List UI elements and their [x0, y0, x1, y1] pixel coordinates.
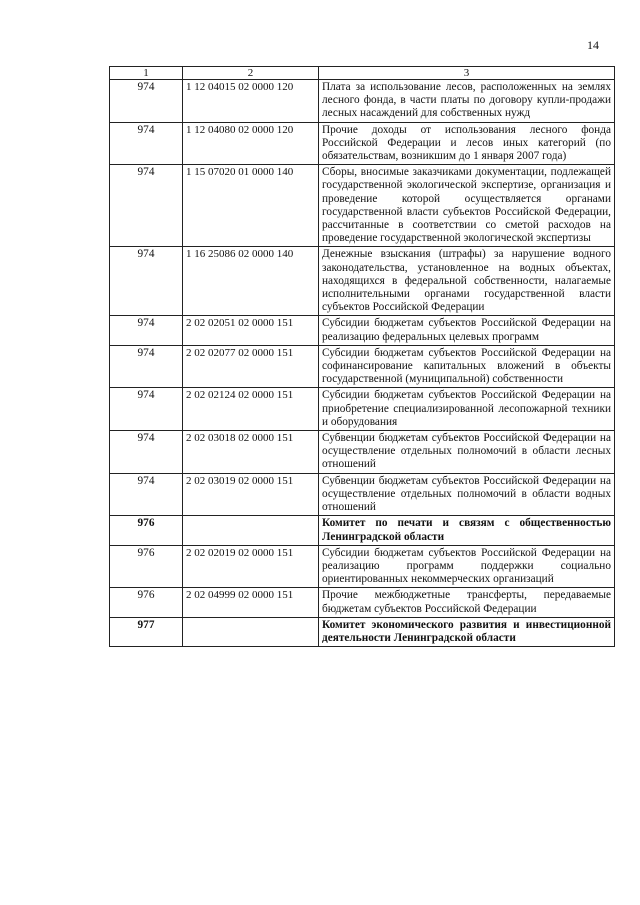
- budget-code-cell: 2 02 02019 02 0000 151: [183, 545, 319, 588]
- revenue-name-cell: Субсидии бюджетам субъектов Российской Федерации на реализацию федеральных целевых программ: [319, 316, 615, 345]
- budget-code-cell: 2 02 02077 02 0000 151: [183, 345, 319, 388]
- admin-code-cell: 974: [110, 80, 183, 123]
- admin-code-cell: 974: [110, 165, 183, 247]
- table-section-row: [110, 617, 615, 646]
- table-row: [110, 431, 615, 474]
- budget-code-cell: [183, 617, 319, 646]
- table-row: [110, 247, 615, 316]
- budget-code-cell: 2 02 03018 02 0000 151: [183, 431, 319, 474]
- revenue-name-cell: Прочие доходы от использования лесного фонда Российской Федерации и лесов иных категорий (по обязательствам, возникшим до 1 января 2007 года): [319, 122, 615, 165]
- admin-code-cell: 976: [110, 516, 183, 545]
- revenue-name-cell: Субвенции бюджетам субъектов Российской Федерации на осуществление отдельных полномочий в области водных отношений: [319, 473, 615, 516]
- budget-code-cell: 2 02 02051 02 0000 151: [183, 316, 319, 345]
- table-row: [110, 345, 615, 388]
- table-row: [110, 122, 615, 165]
- budget-code-cell: 2 02 02124 02 0000 151: [183, 388, 319, 431]
- revenue-name-cell: Плата за использование лесов, расположенных на землях лесного фонда, в части платы по договору купли-продажи лесных насаждений для собственных нужд: [319, 80, 615, 123]
- budget-code-cell: 1 15 07020 01 0000 140: [183, 165, 319, 247]
- revenue-name-cell: Субвенции бюджетам субъектов Российской Федерации на осуществление отдельных полномочий в области лесных отношений: [319, 431, 615, 474]
- revenue-name-cell: Сборы, вносимые заказчиками документации, подлежащей государственной экологической экспертизе, организация и проведение которой осуществляется органами государственной власти субъектов Российской Федерации, рассчитанные в соответствии со сметой расходов на проведение государственной экологической экспертизы: [319, 165, 615, 247]
- admin-code-cell: 974: [110, 431, 183, 474]
- page-number: 14: [587, 38, 599, 52]
- budget-code-cell: 1 12 04015 02 0000 120: [183, 80, 319, 123]
- table-row: [110, 316, 615, 345]
- column-number-row: [110, 67, 615, 80]
- table-row: [110, 388, 615, 431]
- table-row: [110, 80, 615, 123]
- table-row: [110, 165, 615, 247]
- admin-code-cell: 976: [110, 545, 183, 588]
- admin-code-cell: 974: [110, 345, 183, 388]
- revenue-name-cell: Субсидии бюджетам субъектов Российской Федерации на приобретение специализированной лесопожарной техники и оборудования: [319, 388, 615, 431]
- table-row: [110, 473, 615, 516]
- revenue-name-cell: Денежные взыскания (штрафы) за нарушение водного законодательства, установленное на водных объектах, находящихся в федеральной собственности, налагаемые исполнительными органами государственной власти субъектов Российской Федерации: [319, 247, 615, 316]
- table-row: [110, 588, 615, 617]
- budget-code-cell: 2 02 03019 02 0000 151: [183, 473, 319, 516]
- revenue-name-cell: Комитет экономического развития и инвестиционной деятельности Ленинградской области: [319, 617, 615, 646]
- budget-code-cell: 2 02 04999 02 0000 151: [183, 588, 319, 617]
- admin-code-cell: 974: [110, 388, 183, 431]
- revenue-name-cell: Прочие межбюджетные трансферты, передаваемые бюджетам субъектов Российской Федерации: [319, 588, 615, 617]
- budget-code-cell: 1 12 04080 02 0000 120: [183, 122, 319, 165]
- admin-code-cell: 974: [110, 247, 183, 316]
- budget-code-cell: 1 16 25086 02 0000 140: [183, 247, 319, 316]
- admin-code-cell: 976: [110, 588, 183, 617]
- admin-code-cell: 974: [110, 316, 183, 345]
- table-row: [110, 545, 615, 588]
- revenue-classification-table: [109, 66, 615, 647]
- column-number-1: 1: [110, 67, 183, 80]
- column-number-3: 3: [319, 67, 615, 80]
- revenue-name-cell: Субсидии бюджетам субъектов Российской Федерации на софинансирование капитальных вложений в объекты государственной (муниципальной) собственности: [319, 345, 615, 388]
- admin-code-cell: 977: [110, 617, 183, 646]
- revenue-name-cell: Субсидии бюджетам субъектов Российской Федерации на реализацию программ поддержки социально ориентированных некоммерческих организаций: [319, 545, 615, 588]
- budget-code-cell: [183, 516, 319, 545]
- column-number-2: 2: [183, 67, 319, 80]
- admin-code-cell: 974: [110, 122, 183, 165]
- admin-code-cell: 974: [110, 473, 183, 516]
- table-section-row: [110, 516, 615, 545]
- revenue-name-cell: Комитет по печати и связям с общественностью Ленинградской области: [319, 516, 615, 545]
